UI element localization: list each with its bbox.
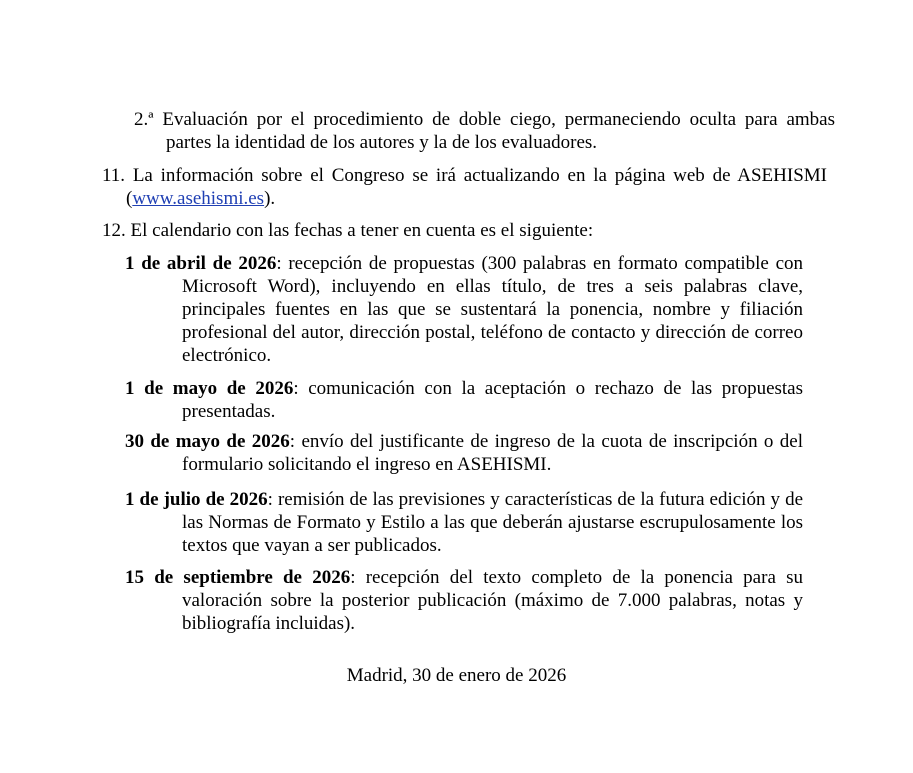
- item-2a-text: Evaluación por el procedimiento de doble ciego, permaneciendo oculta para ambas partes la identidad de los autores y la de los evaluadores.: [162, 109, 836, 153]
- calendar-entry: [125, 566, 803, 635]
- item-12-text: El calendario con las fechas a tener en cuenta es el siguiente:: [130, 220, 594, 241]
- item-2a: [134, 108, 835, 154]
- item-11-number: 11.: [102, 165, 126, 186]
- calendar-date: 1 de mayo de 2026: [125, 378, 294, 399]
- calendar-description: : comunicación con la aceptación o rechazo de las propuestas presentadas.: [182, 378, 804, 422]
- item-11-text-end: ).: [264, 188, 276, 209]
- item-2a-marker: 2.ª: [134, 109, 154, 130]
- calendar-date: 1 de julio de 2026: [125, 489, 268, 510]
- calendar-description: : recepción del texto completo de la ponencia para su valoración sobre la posterior publicación (máximo de 7.000 palabras, notas y bibliografía incluidas).: [182, 567, 803, 634]
- calendar-description: : envío del justificante de ingreso de la cuota de inscripción o del formulario solicitando el ingreso en ASEHISMI.: [182, 431, 804, 475]
- calendar-entry: [125, 488, 803, 557]
- calendar-entry: [125, 377, 803, 423]
- item-12-number: 12.: [102, 220, 126, 241]
- calendar-date: 15 de septiembre de 2026: [125, 567, 351, 588]
- calendar-description: : remisión de las previsiones y características de la futura edición y de las Normas de Formato y Estilo a las que deberán ajustarse escrupulosamente los textos que vayan a ser publicados.: [182, 489, 803, 556]
- calendar-description: : recepción de propuestas (300 palabras en formato compatible con Microsoft Word), incluyendo en ellas título, de tres a seis palabras clave, principales fuentes en las que se sustentará la ponencia, nombre y filiación profesional del autor, dirección postal, teléfono de contacto y dirección de correo electrónico.: [182, 253, 803, 366]
- calendar-entry: [125, 252, 803, 367]
- item-12: [102, 219, 803, 242]
- item-11: [102, 164, 827, 210]
- calendar-date: 1 de abril de 2026: [125, 253, 277, 274]
- item-11-text: La información sobre el Congreso se irá actualizando en la página web de ASEHISMI (: [126, 165, 827, 209]
- asehismi-website-link[interactable]: www.asehismi.es: [132, 188, 265, 209]
- calendar-date: 30 de mayo de 2026: [125, 431, 290, 452]
- place-and-date: Madrid, 30 de enero de 2026: [346, 665, 567, 686]
- calendar-entry: [125, 430, 803, 476]
